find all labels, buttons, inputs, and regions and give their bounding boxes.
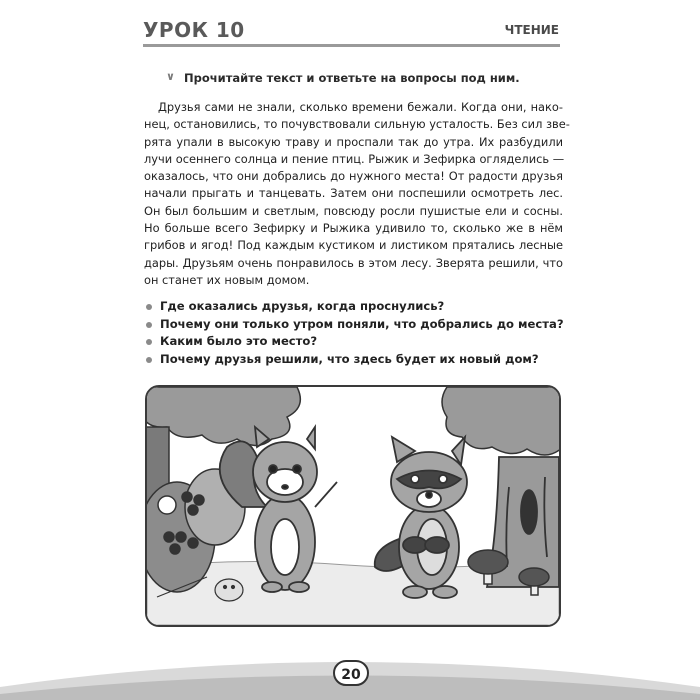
- bullet-icon: [146, 322, 152, 328]
- story-line: оказалось, что они добрались до нужного места! От радости друзья: [144, 169, 563, 184]
- bullet-icon: [146, 357, 152, 363]
- section-title: ЧТЕНИЕ: [504, 23, 559, 37]
- question-item: [146, 333, 566, 351]
- header-divider: [143, 44, 560, 47]
- story-line: Но больше всего Зефирку и Рыжика удивило то, сколько же в нём: [144, 221, 563, 236]
- bullet-icon: [146, 304, 152, 310]
- question-item: [146, 351, 566, 369]
- forest-illustration: [145, 385, 561, 627]
- question-text: Каким было это место?: [160, 334, 318, 349]
- story-line: он станет их новым домом.: [144, 272, 310, 287]
- task-instruction: [166, 70, 564, 85]
- story-text: [144, 99, 570, 289]
- bullet-icon: [146, 339, 152, 345]
- tree-canopy-left: [147, 387, 300, 446]
- story-line: дары. Друзьям очень понравилось в этом лесу. Зверята решили, что: [144, 255, 563, 270]
- question-text: Почему они только утром поняли, что добрались до места?: [160, 316, 564, 331]
- story-line: лучи осеннего солнца и пение птиц. Рыжик и Зефирка огляделись —: [144, 151, 565, 166]
- question-item: [146, 316, 566, 334]
- instruction-text: Прочитайте текст и ответьте на вопросы под ним.: [184, 71, 520, 85]
- question-item: [146, 298, 566, 316]
- lesson-title: УРОК 10: [143, 18, 245, 42]
- chevron-down-icon: ∨: [166, 70, 175, 83]
- page-number: 20: [333, 660, 369, 686]
- question-text: Почему друзья решили, что здесь будет их новый дом?: [160, 351, 539, 366]
- story-line: начали прыгать и танцевать. Затем они поспешили осмотреть лес.: [144, 186, 563, 201]
- story-line: Друзья сами не знали, сколько времени бежали. Когда они, нако-: [158, 100, 563, 114]
- story-line: Он был большим и светлым, повсюду росли пушистые ели и сосны.: [144, 203, 563, 218]
- story-line: нец, остановились, то почувствовали сильную усталость. Без сил зве-: [144, 117, 570, 132]
- story-line: грибов и ягод! Под каждым кустиком и листиком прятались лесные: [144, 238, 563, 253]
- story-line: рята упали в высокую траву и проспали так до утра. Их разбудили: [144, 134, 563, 149]
- question-text: Где оказались друзья, когда проснулись?: [160, 299, 445, 313]
- question-list: [146, 298, 566, 368]
